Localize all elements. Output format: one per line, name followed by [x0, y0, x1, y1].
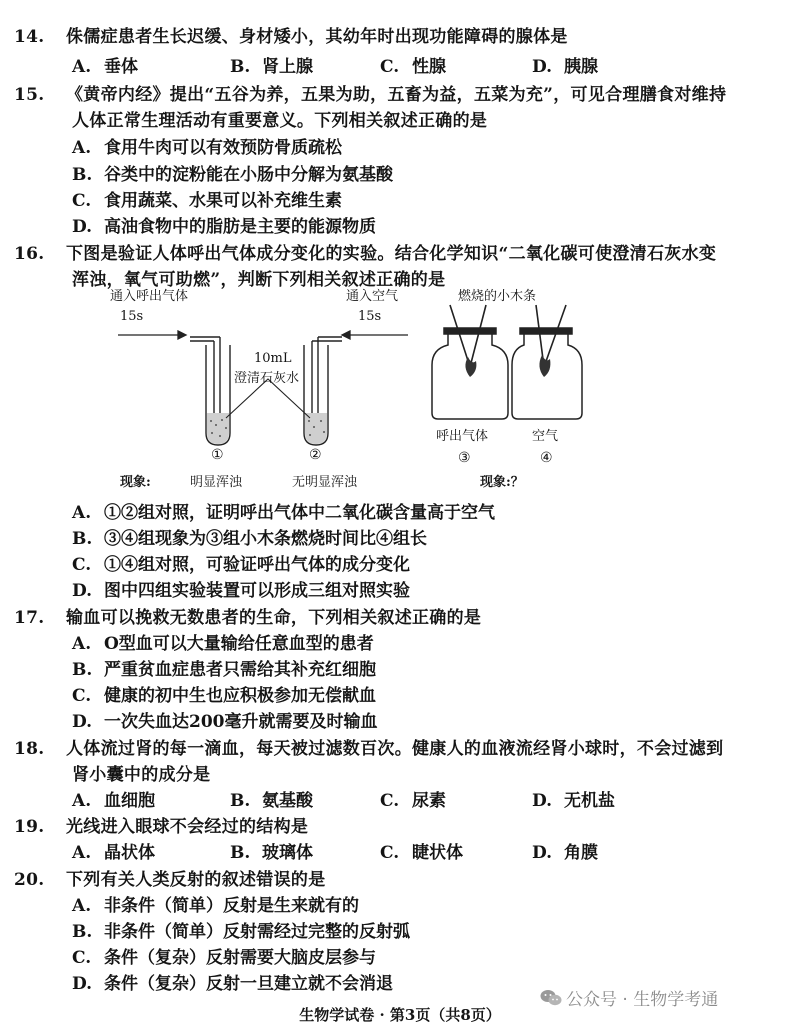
question-18-stem-cont: 肾小囊中的成分是 [72, 765, 211, 785]
phenomenon-1: 明显浑浊 [190, 475, 243, 490]
question-number: 18. [14, 739, 45, 759]
question-text: 下列有关人类反射的叙述错误的是 [66, 870, 326, 890]
tube-2-mark: ② [309, 447, 322, 463]
option-c: C. 食用蔬菜、水果可以补充维生素 [72, 191, 342, 211]
question-text: 人体流过肾的每一滴血，每天被过滤数百次。健康人的血液流经肾小球时，不会过滤到 [66, 739, 724, 759]
question-number: 14. [14, 27, 45, 47]
phenomenon-label-left: 现象: [120, 475, 151, 490]
option-b: B. 谷类中的淀粉能在小肠中分解为氨基酸 [72, 165, 393, 185]
option-a: A. 晶状体 [72, 843, 155, 863]
option-c: C. 性腺 [380, 57, 446, 77]
bottle-4-mark: ④ [540, 450, 553, 466]
option-b: B. 严重贫血症患者只需给其补充红细胞 [72, 660, 376, 680]
question-18-stem [14, 734, 723, 759]
question-14-stem [14, 22, 568, 47]
option-a: A. 垂体 [72, 57, 138, 77]
question-number: 15. [14, 85, 45, 105]
option-a: A. 食用牛肉可以有效预防骨质疏松 [72, 138, 342, 158]
bottle-3-mark: ③ [458, 450, 471, 466]
phenomenon-2: 无明显浑浊 [292, 475, 358, 490]
question-19-stem [14, 812, 308, 837]
option-d: D. 角膜 [532, 843, 598, 863]
bottle-3-label: 呼出气体 [436, 429, 489, 444]
option-a: A. 血细胞 [72, 791, 155, 811]
option-b: B. 非条件（简单）反射需经过完整的反射弧 [72, 922, 410, 942]
question-text: 《黄帝内经》提出“五谷为养，五果为助，五畜为益，五菜为充”，可见合理膳食对维持 [66, 85, 727, 105]
option-c: C. 睫状体 [380, 843, 463, 863]
phenomenon-label-right: 现象:？ [480, 475, 524, 490]
label-lime-volume: 10mL [254, 351, 292, 366]
label-burning-stick: 燃烧的小木条 [458, 289, 537, 304]
label-exhaled-in: 通入呼出气体 [110, 289, 189, 304]
option-c: C. 健康的初中生也应积极参加无偿献血 [72, 686, 376, 706]
label-time-2: 15s [358, 309, 382, 324]
question-number: 17. [14, 608, 45, 628]
option-c: C. 尿素 [380, 791, 446, 811]
option-d: D. 条件（复杂）反射一旦建立就不会消退 [72, 974, 393, 994]
label-air-in: 通入空气 [346, 289, 399, 304]
question-20-stem [14, 865, 326, 890]
question-text: 侏儒症患者生长迟缓、身材矮小，其幼年时出现功能障碍的腺体是 [66, 27, 568, 47]
option-c: C. ①④组对照，可验证呼出气体的成分变化 [72, 555, 410, 575]
question-text: 输血可以挽救无数患者的生命，下列相关叙述正确的是 [66, 608, 482, 628]
option-d: D. 高油食物中的脂肪是主要的能源物质 [72, 217, 376, 237]
question-15-stem [14, 80, 726, 105]
question-text: 光线进入眼球不会经过的结构是 [66, 817, 309, 837]
question-text: 下图是验证人体呼出气体成分变化的实验。结合化学知识“二氧化碳可使澄清石灰水变 [66, 244, 717, 264]
option-c: C. 条件（复杂）反射需要大脑皮层参与 [72, 948, 376, 968]
option-b: B. ③④组现象为③组小木条燃烧时间比④组长 [72, 529, 427, 549]
question-15-stem-cont: 人体正常生理活动有重要意义。下列相关叙述正确的是 [72, 111, 488, 131]
label-lime-water: 澄清石灰水 [234, 371, 300, 386]
option-a: A. O型血可以大量输给任意血型的患者 [72, 634, 374, 654]
option-b: B. 肾上腺 [230, 57, 313, 77]
tube-1-mark: ① [211, 447, 224, 463]
bottle-4-label: 空气 [532, 429, 559, 444]
option-b: B. 氨基酸 [230, 791, 313, 811]
page-footer: 生物学试卷 · 第3页（共8页） [299, 1006, 501, 1024]
option-a: A. ①②组对照，证明呼出气体中二氧化碳含量高于空气 [72, 503, 495, 523]
option-d: D. 图中四组实验装置可以形成三组对照实验 [72, 581, 410, 601]
question-number: 19. [14, 817, 45, 837]
question-number: 20. [14, 870, 45, 890]
option-d: D. 胰腺 [532, 57, 598, 77]
question-17-stem [14, 603, 481, 628]
question-16-stem-cont: 浑浊，氧气可助燃”，判断下列相关叙述正确的是 [72, 270, 446, 290]
question-16-stem [14, 239, 716, 264]
option-a: A. 非条件（简单）反射是生来就有的 [72, 896, 359, 916]
experiment-diagram [0, 285, 800, 495]
watermark-text: 公众号 · 生物学考通 [566, 990, 719, 1010]
option-b: B. 玻璃体 [230, 843, 313, 863]
option-d: D. 一次失血达200毫升就需要及时输血 [72, 712, 378, 732]
option-d: D. 无机盐 [532, 791, 615, 811]
label-time-1: 15s [120, 309, 144, 324]
question-number: 16. [14, 244, 45, 264]
